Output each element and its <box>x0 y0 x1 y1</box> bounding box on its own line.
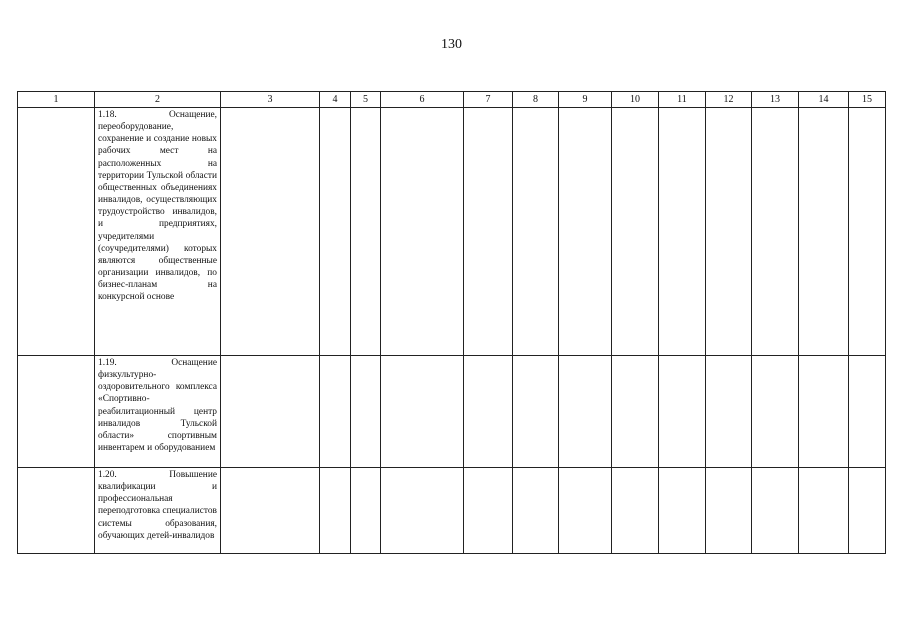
header-col-5: 5 <box>351 92 381 108</box>
table-cell <box>381 356 464 468</box>
table-cell <box>706 108 752 356</box>
row-number-cell <box>18 356 95 468</box>
table-cell <box>320 108 351 356</box>
header-row <box>18 92 886 108</box>
table-row <box>18 468 886 554</box>
table-cell <box>513 108 559 356</box>
table-cell <box>849 108 886 356</box>
table-cell <box>559 108 612 356</box>
table-cell <box>799 356 849 468</box>
header-col-9: 9 <box>559 92 612 108</box>
table-cell <box>464 108 513 356</box>
table-cell <box>659 356 706 468</box>
header-col-7: 7 <box>464 92 513 108</box>
table-cell <box>849 356 886 468</box>
table-row <box>18 108 886 356</box>
header-col-3: 3 <box>221 92 320 108</box>
row-description-cell <box>95 108 221 356</box>
table-cell <box>513 356 559 468</box>
table-cell <box>221 468 320 554</box>
row-description-text: 1.18. Оснащение, переоборудование, сохранение и создание новых рабочих мест на расположенных на территории Тульской области общественных объединениях инвалидов, осуществляющих трудоустройство инвалидов, и предприятиях, учредителями (соучредителями) которых являются общественные организации инвалидов, по бизнес-планам на конкурсной основе <box>98 110 217 303</box>
table-cell <box>706 468 752 554</box>
table-cell <box>320 356 351 468</box>
row-number-cell <box>18 468 95 554</box>
row-description-text: 1.20. Повышение квалификации и профессиональная переподготовка специалистов системы образования, обучающих детей-инвалидов <box>98 470 217 541</box>
table-cell <box>221 108 320 356</box>
header-col-6: 6 <box>381 92 464 108</box>
row-number-cell <box>18 108 95 356</box>
table-cell <box>221 356 320 468</box>
header-col-4: 4 <box>320 92 351 108</box>
row-description-text: 1.19. Оснащение физкультурно-оздоровительного комплекса «Спортивно-реабилитационный центр инвалидов Тульской области» спортивным инвентарем и оборудованием <box>98 358 217 454</box>
table-cell <box>752 468 799 554</box>
table-cell <box>612 356 659 468</box>
table-cell <box>612 108 659 356</box>
table-row <box>18 356 886 468</box>
header-col-13: 13 <box>752 92 799 108</box>
header-col-1: 1 <box>18 92 95 108</box>
header-col-8: 8 <box>513 92 559 108</box>
table-cell <box>513 468 559 554</box>
row-description-cell <box>95 468 221 554</box>
table-cell <box>752 108 799 356</box>
table-cell <box>351 468 381 554</box>
table-cell <box>659 468 706 554</box>
table-cell <box>612 468 659 554</box>
row-description-cell <box>95 356 221 468</box>
table-cell <box>799 468 849 554</box>
table-cell <box>849 468 886 554</box>
table-cell <box>464 356 513 468</box>
table-cell <box>799 108 849 356</box>
header-col-11: 11 <box>659 92 706 108</box>
header-col-10: 10 <box>612 92 659 108</box>
table-cell <box>464 468 513 554</box>
header-col-14: 14 <box>799 92 849 108</box>
header-col-2: 2 <box>95 92 221 108</box>
table-cell <box>559 356 612 468</box>
header-col-12: 12 <box>706 92 752 108</box>
table-cell <box>381 468 464 554</box>
table-cell <box>351 108 381 356</box>
table-cell <box>381 108 464 356</box>
program-table <box>17 91 886 554</box>
table-cell <box>706 356 752 468</box>
page-number: 130 <box>441 37 462 52</box>
table-cell <box>559 468 612 554</box>
header-col-15: 15 <box>849 92 886 108</box>
table-cell <box>351 356 381 468</box>
table-cell <box>752 356 799 468</box>
table-cell <box>659 108 706 356</box>
table-cell <box>320 468 351 554</box>
